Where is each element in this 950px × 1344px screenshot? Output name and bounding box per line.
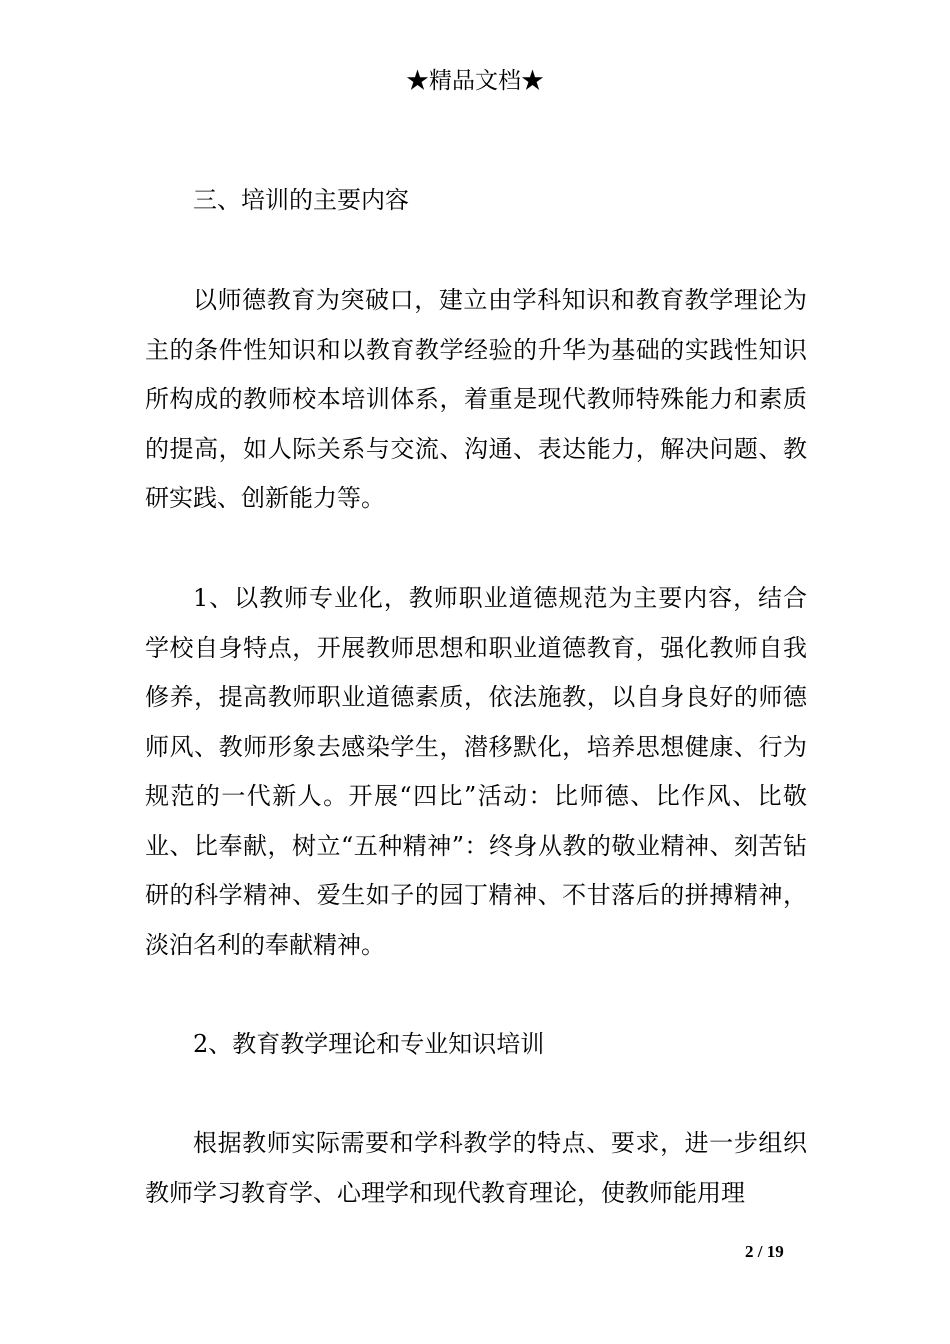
item-2-paragraph: 根据教师实际需要和学科教学的特点、要求，进一步组织教师学习教育学、心理学和现代教育理论，使教师能用理 xyxy=(145,1129,807,1207)
page-number: 2 / 19 xyxy=(745,1242,784,1261)
intro-paragraph: 以师德教育为突破口，建立由学科知识和教育教学理论为主的条件性知识和以教育教学经验的升华为基础的实践性知识所构成的教师校本培训体系，着重是现代教师特殊能力和素质的提高，如人际关系与交流、沟通、表达能力，解决问题、教研实践、创新能力等。 xyxy=(145,286,807,512)
item-2-heading: 2、教育教学理论和专业知识培训 xyxy=(193,1030,545,1058)
page-header: ★精品文档★ xyxy=(406,68,544,94)
section-heading: 三、培训的主要内容 xyxy=(193,186,409,214)
item-1-paragraph: 1、以教师专业化，教师职业道德规范为主要内容，结合学校自身特点，开展教师思想和职业道德教育，强化教师自我修养，提高教师职业道德素质，依法施教，以自身良好的师德师风、教师形象去感染学生，潜移默化，培养思想健康、行为规范的一代新人。开展“四比”活动：比师德、比作风、比敬业、比奉献，树立“五种精神”：终身从教的敬业精神、刻苦钻研的科学精神、爱生如子的园丁精神、不甘落后的拼搏精神，淡泊名利的奉献精神。 xyxy=(145,584,807,959)
